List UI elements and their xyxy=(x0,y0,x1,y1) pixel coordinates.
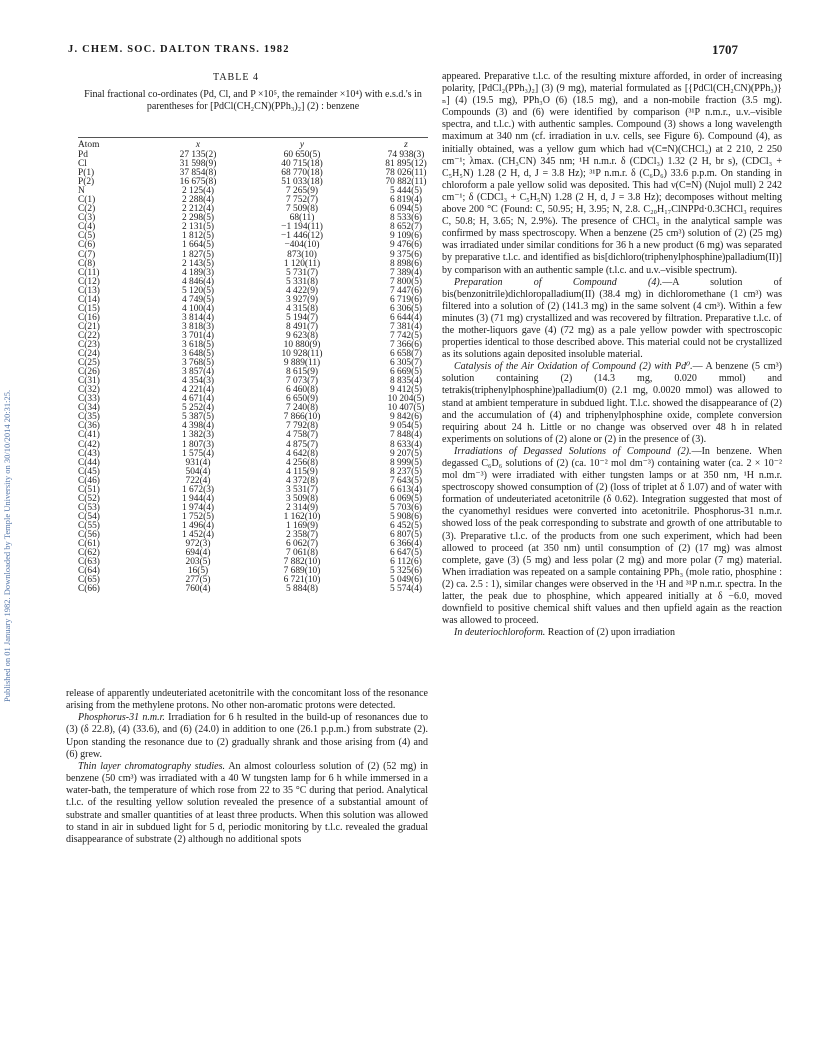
cell-z: 6 819(4) xyxy=(389,195,423,206)
cell-z: 70 882(11) xyxy=(385,177,427,188)
cell-atom: C(1) xyxy=(78,195,96,206)
cell-z: 9 207(5) xyxy=(389,448,423,459)
cell-y: 4 875(7) xyxy=(285,439,319,450)
cell-z: 7 800(5) xyxy=(389,276,423,287)
cell-z: 6 306(5) xyxy=(389,303,423,314)
cell-x: 27 135(2) xyxy=(179,150,217,160)
cell-z: 81 895(12) xyxy=(385,159,427,170)
cell-atom: Pd xyxy=(78,150,88,160)
cell-z: 5 444(5) xyxy=(389,186,423,197)
cell-y: 4 372(8) xyxy=(285,475,319,486)
cell-y: 60 650(5) xyxy=(283,150,321,160)
cell-z: 7 742(5) xyxy=(389,330,423,341)
cell-atom: C(5) xyxy=(78,231,96,242)
cell-x: 760(4) xyxy=(185,584,211,595)
cell-z: 6 452(5) xyxy=(389,520,423,531)
cell-atom: C(16) xyxy=(78,312,100,323)
cell-z: 6 669(5) xyxy=(389,367,423,378)
cell-y: 9 623(8) xyxy=(285,330,319,341)
cell-z: 7 366(6) xyxy=(389,339,423,350)
cell-x: 1 664(5) xyxy=(181,240,215,251)
cell-y: 7 073(7) xyxy=(285,376,319,387)
cell-y: 7 882(10) xyxy=(283,557,321,568)
cell-z: 5 049(6) xyxy=(389,575,423,586)
cell-x: 972(3) xyxy=(185,539,211,550)
cell-atom: C(25) xyxy=(78,358,100,369)
cell-atom: C(41) xyxy=(78,430,100,441)
cell-y: 3 927(9) xyxy=(285,294,319,305)
cell-atom: C(12) xyxy=(78,276,100,287)
cell-atom: C(35) xyxy=(78,412,100,423)
cell-x: 3 857(4) xyxy=(181,367,215,378)
cell-z: 8 999(5) xyxy=(389,457,423,468)
cell-y: 5 884(8) xyxy=(285,584,319,595)
cell-z: 9 412(5) xyxy=(389,385,423,396)
cell-x: 5 387(5) xyxy=(181,412,215,423)
cell-z: 7 381(4) xyxy=(389,321,423,332)
cell-x: 931(4) xyxy=(185,457,211,468)
cell-y: 6 062(7) xyxy=(285,539,319,550)
cell-atom: Cl xyxy=(78,159,87,170)
table-title: TABLE 4 xyxy=(213,72,259,83)
cell-x: 31 598(9) xyxy=(179,159,217,170)
cell-atom: C(34) xyxy=(78,403,100,414)
paragraph-heading: Phosphorus-31 n.m.r. xyxy=(78,712,165,724)
cell-z: 6 094(5) xyxy=(389,204,423,215)
cell-atom: C(4) xyxy=(78,222,96,233)
cell-atom: C(7) xyxy=(78,249,96,260)
paragraph: Irradiations of Degassed Solutions of Compound (2).—In benzene. When degassed C₆D₆ solutions of (2) (ca. 10⁻² mol dm⁻³) containing water (ca. 2 × 10⁻² mol dm⁻³) were irradiated with either tungsten lamps or at 350 nm, ¹H n.m.r. spectroscopy showed consumption of (2) (loss of triplet at δ 1.07) and of water with formation of undeuteriated acetonitrile (δ 0.62). Integration suggested that most of the cyanomethyl residues were converted into acetonitrile. Phosphorus-31 n.m.r. showed loss of the peak corresponding to substrate and growth of one attributable to (3). Preparative t.l.c. of the products from one such experiment, which had been allowed to proceed (at 350 nm) until consumption of (2) (17 mg) was almost complete, gave (3) (5 mg) and less polar (2 mg) and more polar (7 mg) material. When irradiation was repeated on a sample containing PPh₃ (mole ratio, phosphine : (2) ca. 2.5 : 1), similar changes were observed in the ¹H and ³¹P n.m.r. spectra. In the latter, the peak due to phosphine, which appeared initially at δ −6.0, moved downfield to positive chemical shift values and then upfield again as the reaction was allowed to proceed. xyxy=(442,445,783,627)
cell-z: 8 652(7) xyxy=(389,222,423,233)
coordinates-table xyxy=(78,139,458,594)
cell-atom: C(21) xyxy=(78,321,100,332)
cell-y: 5 194(7) xyxy=(285,312,319,323)
cell-y: 7 509(8) xyxy=(285,204,319,215)
cell-x: 1 944(4) xyxy=(181,493,215,504)
cell-x: 37 854(8) xyxy=(179,168,217,179)
cell-x: 722(4) xyxy=(185,475,211,486)
cell-atom: C(3) xyxy=(78,213,96,224)
cell-y: 40 715(18) xyxy=(281,159,323,170)
paragraph-heading: In deuteriochloroform. xyxy=(454,627,546,639)
cell-y: −404(10) xyxy=(284,240,320,251)
cell-atom: C(45) xyxy=(78,466,100,477)
cell-y: 5 731(7) xyxy=(285,267,319,278)
cell-atom: C(42) xyxy=(78,439,100,450)
cell-x: 4 846(4) xyxy=(181,276,215,287)
cell-z: 5 703(6) xyxy=(389,502,423,513)
cell-z: 8 533(6) xyxy=(389,213,423,224)
cell-y: 6 460(8) xyxy=(285,385,319,396)
cell-atom: C(22) xyxy=(78,330,100,341)
cell-atom: P(2) xyxy=(78,177,95,188)
table-caption: Final fractional co-ordinates (Pd, Cl, and P ×10⁵, the remainder ×10⁴) with e.s.d.'s in parentheses for [PdCl(CH₂CN)(PPh₃)₂] (2) : benzene xyxy=(84,89,422,113)
cell-x: 16(5) xyxy=(187,566,209,577)
cell-atom: C(51) xyxy=(78,484,100,495)
paragraph: Phosphorus-31 n.m.r. Irradiation for 6 h resulted in the build-up of resonances due to (3) (δ 22.8), (4) (33.6), and (6) (24.0) in addition to one (26.1 p.p.m.) from substrate (2). Upon standing the resonance due to (2) gradually shrank and those arising from (4) and (6) grew. xyxy=(66,712,428,760)
cell-y: 68 770(18) xyxy=(281,168,323,179)
cell-x: 1 382(3) xyxy=(181,430,215,441)
cell-atom: C(36) xyxy=(78,421,100,432)
paragraph-heading: Thin layer chromatography studies. xyxy=(78,760,226,772)
cell-x: 3 814(4) xyxy=(181,312,215,323)
left-column xyxy=(66,688,428,846)
cell-x: 277(5) xyxy=(185,575,211,586)
cell-z: 7 389(4) xyxy=(389,267,423,278)
cell-z: 9 054(5) xyxy=(389,421,423,432)
cell-y: 6 721(10) xyxy=(283,575,321,586)
cell-atom: P(1) xyxy=(78,168,95,179)
cell-y: 7 240(8) xyxy=(285,403,319,414)
paragraph-heading: Irradiations of Degassed Solutions of Compound (2). xyxy=(454,445,692,457)
cell-x: 4 354(3) xyxy=(181,376,215,387)
cell-z: 9 375(6) xyxy=(389,249,423,260)
cell-y: 6 650(9) xyxy=(285,394,319,405)
cell-atom: C(55) xyxy=(78,520,100,531)
cell-atom: C(52) xyxy=(78,493,100,504)
cell-x: 1 752(5) xyxy=(181,511,215,522)
cell-y: 873(10) xyxy=(287,249,317,260)
cell-atom: C(53) xyxy=(78,502,100,513)
cell-z: 5 325(6) xyxy=(389,566,423,577)
cell-x: 2 131(5) xyxy=(181,222,215,233)
table-row xyxy=(78,585,458,594)
cell-x: 2 298(5) xyxy=(181,213,215,224)
cell-atom: C(56) xyxy=(78,529,100,540)
cell-y: 10 880(9) xyxy=(283,339,321,350)
cell-x: 3 618(5) xyxy=(181,339,215,350)
cell-z: 9 842(6) xyxy=(389,412,423,423)
paragraph: Catalysis of the Air Oxidation of Compound (2) with Pd⁰.— A benzene (5 cm³) solution containing (2) (14.3 mg, 0.020 mmol) and tetrakis(triphenylphosphine)palladium(0) (2.1 mg, 0.0020 mmol) was allowed to stand at ambient temperature in subdued light. T.l.c. showed the disappearance of (2) and the accumulation of (4) and triphenylphosphine oxide, complete conversion requiring about 24 h. Little or no change was observed over 48 h in related experiments on solutions of (2) alone or (2) in the presence of (3). xyxy=(442,361,782,445)
cell-y: −1 194(11) xyxy=(281,222,323,233)
cell-z: 6 644(4) xyxy=(389,312,423,323)
cell-atom: C(26) xyxy=(78,367,100,378)
cell-atom: C(31) xyxy=(78,376,100,387)
cell-z: 10 204(5) xyxy=(387,394,425,405)
cell-x: 4 100(4) xyxy=(181,303,215,314)
cell-z: 7 848(4) xyxy=(389,430,423,441)
cell-atom: C(2) xyxy=(78,204,96,215)
cell-atom: C(23) xyxy=(78,339,100,350)
cell-atom: C(11) xyxy=(78,267,100,278)
cell-atom: C(44) xyxy=(78,457,100,468)
header-atom: Atom xyxy=(78,140,100,150)
table-top-rule xyxy=(78,137,428,138)
paragraph: Thin layer chromatography studies. An almost colourless solution of (2) (52 mg) in benzene (50 cm³) was irradiated with a 40 W tungsten lamp for 6 h while immersed in a water-bath, the temperature of which rose from 22 to 35 °C during that period. Analytical t.l.c. of the resulting yellow solution revealed the presence of a substantial amount of substrate and smaller quantities of at least three products. When this solution was allowed to stand in air in subdued light for 5 d, periodic monitoring by t.l.c. revealed the gradual disappearance of substrate (2) although no additional spots xyxy=(66,760,428,845)
cell-z: 10 407(5) xyxy=(387,403,425,414)
cell-x: 1 812(5) xyxy=(181,231,215,242)
cell-y: 3 531(7) xyxy=(285,484,319,495)
cell-x: 5 252(4) xyxy=(181,403,215,414)
cell-y: 3 509(8) xyxy=(285,493,319,504)
download-watermark[interactable]: Published on 01 January 1982. Downloaded by Temple University on 30/10/2014 20:31:25. xyxy=(2,389,12,702)
cell-z: 6 658(7) xyxy=(389,349,423,360)
paragraph: Preparation of Compound (4).—A solution of bis(benzonitrile)dichloropalladium(II) (38.4 mg) in dichloromethane (1 cm³) was filtered into a solution of (2) (141.3 mg) in the same solvent (4 cm³). Within a few minutes (3) (71 mg) crystallized and was recovered by filtration. Preparative t.l.c. of the mother-liquors gave (4) (72 mg) as a pale yellow powder with spectroscopic properties identical to those described above. This material could not be crystallized as its solutions again deposited insoluble material. xyxy=(442,276,782,361)
right-column xyxy=(442,71,782,639)
cell-x: 4 398(4) xyxy=(181,421,215,432)
cell-x: 1 827(5) xyxy=(181,249,215,260)
cell-x: 1 452(4) xyxy=(181,529,215,540)
cell-atom: C(63) xyxy=(78,557,100,568)
cell-x: 1 672(3) xyxy=(181,484,215,495)
paragraph: release of apparently undeuteriated acetonitrile with the concomitant loss of the resonance arising from the methylene protons. No other non-aromatic protons were detected. xyxy=(66,688,428,712)
cell-atom: C(32) xyxy=(78,385,100,396)
cell-z: 6 305(7) xyxy=(389,358,423,369)
cell-z: 6 647(5) xyxy=(389,548,423,559)
cell-x: 4 221(4) xyxy=(181,385,215,396)
cell-y: 1 169(9) xyxy=(285,520,319,531)
cell-atom: C(13) xyxy=(78,285,100,296)
cell-y: 2 314(9) xyxy=(285,502,319,513)
cell-y: 8 615(9) xyxy=(285,367,319,378)
cell-z: 8 237(5) xyxy=(389,466,423,477)
cell-y: 1 162(10) xyxy=(283,511,321,522)
cell-y: 4 115(9) xyxy=(286,466,318,477)
paragraph-heading: Preparation of Compound (4). xyxy=(454,276,663,288)
journal-header: J. CHEM. SOC. DALTON TRANS. 1982 xyxy=(68,44,290,55)
cell-x: 3 768(5) xyxy=(181,358,215,369)
cell-z: 6 112(6) xyxy=(390,557,422,568)
cell-x: 3 818(3) xyxy=(181,321,215,332)
cell-y: 68(11) xyxy=(289,213,315,224)
cell-atom: C(61) xyxy=(78,539,100,550)
page-number: 1707 xyxy=(712,42,738,57)
cell-z: 74 938(3) xyxy=(387,150,425,160)
cell-y: 7 061(8) xyxy=(285,548,319,559)
header-z: z xyxy=(404,140,408,150)
cell-y: 4 422(9) xyxy=(285,285,319,296)
cell-y: 7 792(8) xyxy=(285,421,319,432)
cell-x: 1 575(4) xyxy=(181,448,215,459)
cell-y: 10 928(11) xyxy=(281,349,323,360)
cell-y: 51 033(18) xyxy=(281,177,323,188)
cell-atom: C(66) xyxy=(78,584,100,595)
cell-z: 8 898(6) xyxy=(389,258,423,269)
cell-y: 7 752(7) xyxy=(285,195,319,206)
cell-z: 6 366(4) xyxy=(389,539,423,550)
header-y: y xyxy=(299,140,305,150)
cell-x: 504(4) xyxy=(185,466,211,477)
cell-atom: C(64) xyxy=(78,566,100,577)
cell-z: 6 807(5) xyxy=(389,529,423,540)
cell-atom: C(14) xyxy=(78,294,100,305)
cell-x: 694(4) xyxy=(185,548,211,559)
cell-z: 6 719(6) xyxy=(389,294,423,305)
cell-y: −1 446(12) xyxy=(281,231,323,242)
cell-y: 4 642(8) xyxy=(285,448,319,459)
cell-x: 1 496(4) xyxy=(181,520,215,531)
cell-atom: N xyxy=(78,186,85,197)
cell-z: 9 476(6) xyxy=(389,240,423,251)
cell-x: 2 288(4) xyxy=(181,195,215,206)
cell-x: 1 807(3) xyxy=(181,439,215,450)
paragraph-heading: Catalysis of the Air Oxidation of Compound (2) with Pd⁰. xyxy=(454,361,693,373)
cell-x: 1 974(4) xyxy=(181,502,215,513)
cell-y: 1 120(11) xyxy=(283,258,321,269)
cell-atom: C(65) xyxy=(78,575,100,586)
cell-atom: C(6) xyxy=(78,240,96,251)
cell-y: 9 889(11) xyxy=(283,358,321,369)
cell-z: 5 908(6) xyxy=(389,511,423,522)
cell-z: 9 109(6) xyxy=(389,231,423,242)
cell-x: 3 648(5) xyxy=(181,349,215,360)
cell-x: 16 675(8) xyxy=(179,177,217,188)
cell-atom: C(46) xyxy=(78,475,100,486)
cell-x: 3 701(4) xyxy=(181,330,215,341)
cell-y: 4 315(8) xyxy=(285,303,319,314)
cell-x: 203(5) xyxy=(185,557,211,568)
cell-z: 8 835(4) xyxy=(389,376,423,387)
cell-y: 8 491(7) xyxy=(285,321,319,332)
cell-x: 4 671(4) xyxy=(181,394,215,405)
cell-x: 4 189(3) xyxy=(181,267,215,278)
cell-atom: C(24) xyxy=(78,349,100,360)
cell-atom: C(8) xyxy=(78,258,96,269)
cell-y: 4 256(8) xyxy=(285,457,319,468)
header-x: x xyxy=(195,140,201,150)
cell-z: 6 613(4) xyxy=(389,484,423,495)
cell-atom: C(15) xyxy=(78,303,100,314)
cell-z: 7 643(5) xyxy=(389,475,423,486)
cell-z: 78 026(11) xyxy=(385,168,427,179)
cell-y: 7 866(10) xyxy=(283,412,321,423)
cell-z: 8 633(4) xyxy=(389,439,423,450)
cell-z: 5 574(4) xyxy=(389,584,423,595)
cell-y: 7 689(10) xyxy=(283,566,321,577)
cell-y: 4 758(7) xyxy=(285,430,319,441)
cell-z: 6 069(5) xyxy=(389,493,423,504)
cell-x: 2 143(5) xyxy=(181,258,215,269)
cell-atom: C(54) xyxy=(78,511,100,522)
paragraph: In deuteriochloroform. Reaction of (2) upon irradiation xyxy=(454,627,675,639)
paragraph: appeared. Preparative t.l.c. of the resulting mixture afforded, in order of increasing polarity, [PdCl₂(PPh₃)₂] (3) (9 mg), material formulated as [{PdCl(CH₂CN)(PPh₃)}ₙ] (4) (19.5 mg), PPh₃O (6) (18.5 mg), and a non-mobile fraction (3.5 mg). Compounds (3) and (6) were identified by comparison (³¹P n.m.r., u.v.–visible spectra, and t.l.c.) with authentic samples. Compound (3) shows a long wavelength maximum at 340 nm (cf. irradiation in u.v. cells, see Figure 6). Compound (4), as initially obtained, was a yellow gum which had ν(C≡N)(CHCl₃) at 2 210, 2 250 cm⁻¹; λmax. (CH₃CN) 345 nm; ¹H n.m.r. δ (CDCl₃) 1.32 (2 H, br s), (CDCl₃ + C₅H₅N) 1.28 (2 H, d, J = 3.8 Hz); ³¹P n.m.r. δ (C₆D₆) 33.6 p.p.m. On standing in chloroform a pale yellow solid was deposited. This had ν(C≡N) (Nujol mull) 2 242 cm⁻¹; δ (CDCl₃ + C₅H₅N) 1.28 (2 H, d, J = 3.8 Hz); decomposes without melting above 200 °C (Found: C, 50.95; H, 3.95; N, 2.8. C₂₀H₁₇ClNPPd·0.3CHCl₃ requires C, 50.8; H, 3.65; N, 2.9%). The presence of CHCl₃ in the analytical sample was confirmed by mass spectroscopy. When a benzene (25 cm³) solution of (2) (25 mg) was irradiated under similar conditions for 36 h a new product (6 mg) was separated by preparative t.l.c. and identified as bis[dichloro(triphenylphosphine)palladium(II)] by comparison with an authentic sample (t.l.c. and u.v.–visible spectrum). xyxy=(442,71,782,276)
cell-y: 2 358(7) xyxy=(285,529,319,540)
cell-z: 7 447(6) xyxy=(389,285,423,296)
cell-y: 7 265(9) xyxy=(285,186,319,197)
cell-atom: C(62) xyxy=(78,548,100,559)
cell-x: 2 212(4) xyxy=(181,204,215,215)
cell-x: 2 125(4) xyxy=(181,186,215,197)
table-body xyxy=(78,151,458,594)
cell-x: 4 749(5) xyxy=(181,294,215,305)
cell-x: 5 120(5) xyxy=(181,285,215,296)
cell-y: 5 331(8) xyxy=(285,276,319,287)
cell-atom: C(33) xyxy=(78,394,100,405)
cell-atom: C(43) xyxy=(78,448,100,459)
